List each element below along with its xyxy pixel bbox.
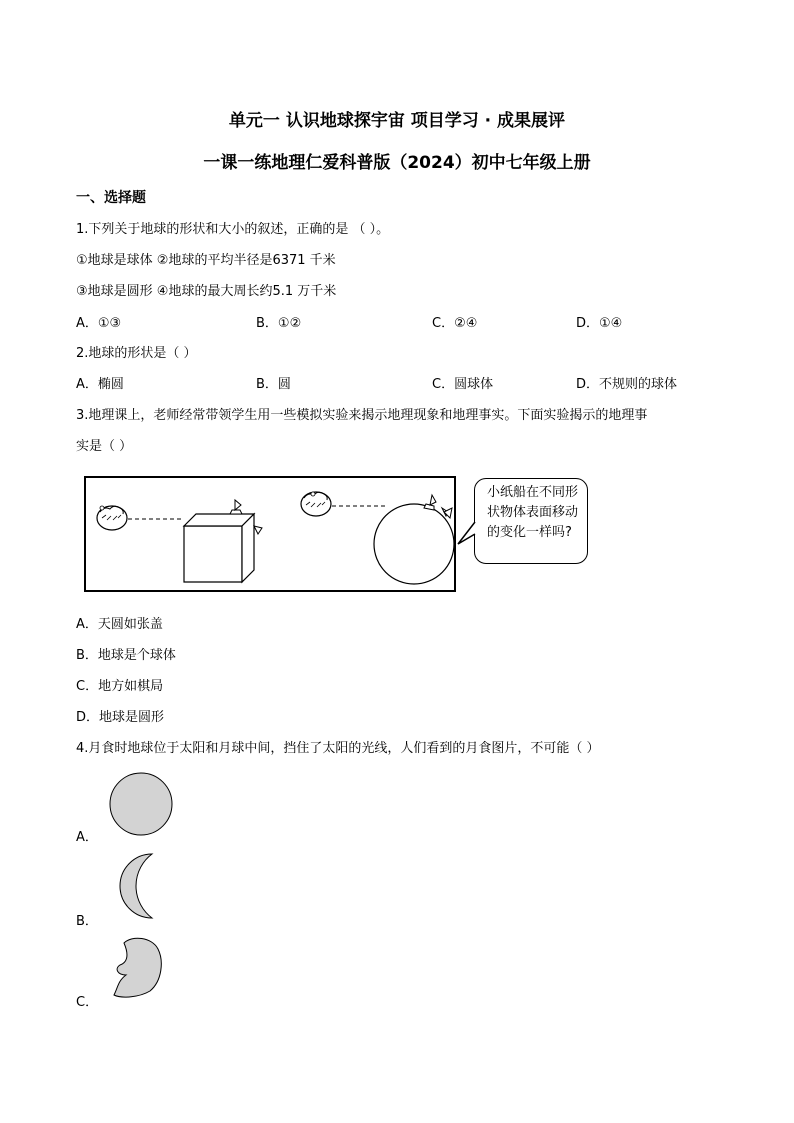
section-heading: 一、选择题 [76, 190, 146, 206]
q3-stem-line-1: 3.地理课上，老师经常带领学生用一些模拟实验来揭示地理现象和地理事实。下面实验揭示的地理事 [76, 408, 648, 423]
q4-stem: 4.月食时地球位于太阳和月球中间，挡住了太阳的光线，人们看到的月食图片，不可能（ ） [76, 741, 600, 756]
q1-option-b[interactable]: B．①② [256, 316, 302, 331]
experiment-illustration [86, 478, 454, 590]
q2-option-d[interactable]: D．不规则的球体 [576, 377, 678, 392]
q1-stem: 1.下列关于地球的形状和大小的叙述，正确的是 （ ）。 [76, 222, 390, 237]
q3-option-b[interactable]: B．地球是个球体 [76, 648, 176, 663]
q2-option-c[interactable]: C．圆球体 [432, 377, 494, 392]
q3-option-a[interactable]: A．天圆如张盖 [76, 617, 163, 632]
q3-option-d[interactable]: D．地球是圆形 [76, 710, 165, 725]
partial-eclipse-moon-image[interactable] [106, 935, 166, 1001]
speech-bubble-tail [456, 520, 478, 550]
q1-option-d[interactable]: D．①④ [576, 316, 623, 331]
experiment-figure [84, 476, 456, 592]
sphere-shape [374, 504, 454, 584]
q3-option-c[interactable]: C．地方如棋局 [76, 679, 164, 694]
observer-head-right [301, 492, 331, 516]
speech-bubble: 小纸船在不同形状物体表面移动的变化一样吗? [474, 478, 588, 564]
q2-option-a[interactable]: A．椭圆 [76, 377, 124, 392]
title-line-1: 单元一 认识地球探宇宙 项目学习 · 成果展评 [228, 111, 566, 131]
q1-option-c[interactable]: C．②④ [432, 316, 478, 331]
full-moon-image[interactable] [108, 771, 176, 837]
q2-stem: 2.地球的形状是（ ） [76, 346, 197, 361]
q2-option-b[interactable]: B．圆 [256, 377, 291, 392]
q3-stem-line-2: 实是（ ） [76, 439, 133, 454]
crescent-moon-image[interactable] [106, 852, 158, 920]
q1-option-a[interactable]: A．①③ [76, 316, 122, 331]
q4-option-a[interactable]: A． [76, 830, 98, 845]
cube-shape [184, 514, 254, 582]
q4-option-c[interactable]: C． [76, 995, 99, 1010]
q1-line-a: ①地球是球体 ②地球的平均半径是6371 千米 [76, 253, 336, 268]
q1-line-b: ③地球是圆形 ④地球的最大周长约5.1 万千米 [76, 284, 337, 299]
q4-option-b[interactable]: B． [76, 914, 98, 929]
observer-head-left [97, 506, 127, 530]
title-line-2: 一课一练地理仁爱科普版（2024）初中七年级上册 [203, 153, 591, 173]
